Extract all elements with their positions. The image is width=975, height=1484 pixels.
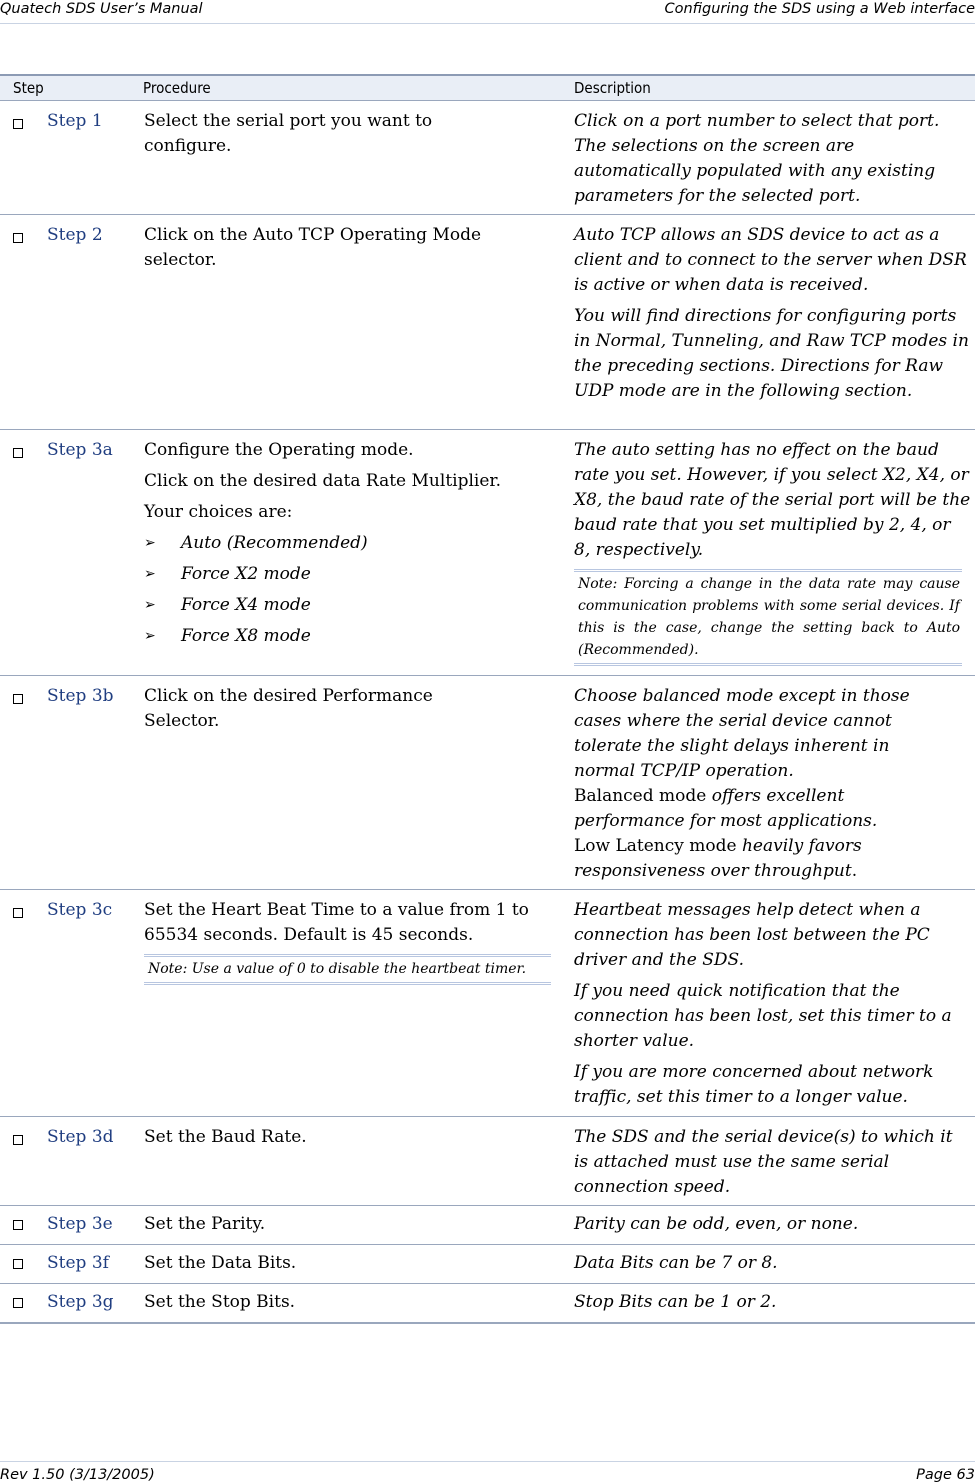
step-label: Step 3a — [47, 440, 113, 460]
description-text — [574, 1125, 959, 1206]
table-header — [0, 74, 975, 101]
table-row-step-3a — [0, 430, 975, 676]
option-label: Force X4 mode — [181, 595, 311, 615]
table-row-step-3b — [0, 676, 975, 890]
step-label: Step 3f — [47, 1253, 109, 1273]
checkbox-icon[interactable] — [13, 233, 23, 243]
balanced-mode-text: offers excellent performance for most applications. — [574, 786, 878, 831]
header-manual-title: Quatech SDS User’s Manual — [0, 1, 203, 17]
page-footer — [0, 1461, 975, 1484]
checkbox-icon[interactable] — [13, 694, 23, 704]
procedure-text — [144, 109, 504, 165]
checkbox-icon[interactable] — [13, 908, 23, 918]
page-header — [0, 0, 975, 24]
low-latency-term: Low Latency mode — [574, 836, 737, 856]
option-auto — [144, 531, 554, 556]
description-balanced — [574, 784, 954, 834]
procedure-text — [144, 684, 504, 740]
description-text — [574, 1290, 972, 1321]
procedure-line: Your choices are: — [144, 502, 293, 522]
procedure-line: Configure the Operating mode. — [144, 440, 414, 460]
checkbox-icon[interactable] — [13, 1135, 23, 1145]
procedure-line: Click on the Auto TCP Operating Mode selector. — [144, 225, 482, 270]
arrow-bullet-icon: ➢ — [144, 628, 156, 644]
step-label: Step 3g — [47, 1292, 114, 1312]
description-paragraph: If you need quick notification that the connection has been lost, set this timer to a shorter value. — [574, 981, 952, 1051]
checkbox-icon[interactable] — [13, 1298, 23, 1308]
step-label: Step 1 — [47, 111, 103, 131]
table-row-step-1 — [0, 101, 975, 215]
procedure-line: Click on the desired Performance Selector. — [144, 686, 433, 731]
option-label: Force X2 mode — [181, 564, 311, 584]
description-text — [574, 1212, 972, 1243]
description-paragraph: Parity can be odd, even, or none. — [574, 1214, 859, 1234]
column-header-procedure: Procedure — [143, 79, 211, 97]
description-paragraph: Stop Bits can be 1 or 2. — [574, 1292, 777, 1312]
procedure-text — [144, 223, 539, 279]
table-row-step-3f — [0, 1245, 975, 1284]
description-text — [574, 438, 972, 666]
description-text — [574, 1251, 972, 1282]
procedure-line: Set the Heart Beat Time to a value from 1 to 65534 seconds. Default is 45 seconds. — [144, 900, 529, 945]
option-x4 — [144, 593, 554, 618]
column-header-description: Description — [574, 79, 651, 97]
description-paragraph: The auto setting has no effect on the baud rate you set. However, if you select X2, X4, or X8, the baud rate of the serial port will be the baud rate that you set multiplied by 2, 4, or 8, respectively. — [574, 440, 971, 560]
description-text — [574, 684, 954, 884]
procedure-line: Set the Stop Bits. — [144, 1292, 296, 1312]
procedure-line: Set the Baud Rate. — [144, 1127, 307, 1147]
step-label: Step 3b — [47, 686, 114, 706]
table-row-step-3e — [0, 1206, 975, 1245]
table-row-step-3g — [0, 1284, 975, 1324]
description-paragraph: Data Bits can be 7 or 8. — [574, 1253, 778, 1273]
note-box: Note: Use a value of 0 to disable the heartbeat timer. — [144, 954, 551, 985]
low-latency-text: heavily favors responsiveness over throughput — [574, 836, 862, 881]
balanced-mode-term: Balanced mode — [574, 786, 707, 806]
option-label: Auto (Recommended) — [181, 533, 368, 553]
period: . — [851, 861, 858, 881]
arrow-bullet-icon: ➢ — [144, 535, 156, 551]
step-label: Step 3e — [47, 1214, 113, 1234]
step-label: Step 3d — [47, 1127, 114, 1147]
checkbox-icon[interactable] — [13, 119, 23, 129]
procedure-text — [144, 438, 554, 655]
note-box: Note: Forcing a change in the data rate may cause communication problems with some serial devices. If this is the case, change the setting back to Auto (Recommended). — [574, 569, 962, 666]
option-x8 — [144, 624, 554, 649]
table-row-step-3c — [0, 890, 975, 1117]
description-paragraph: The SDS and the serial device(s) to which it is attached must use the same serial connection speed. — [574, 1127, 953, 1197]
header-section-title: Configuring the SDS using a Web interface — [664, 1, 975, 17]
procedure-line: Set the Data Bits. — [144, 1253, 297, 1273]
description-text — [574, 109, 972, 215]
procedure-text — [144, 1290, 554, 1321]
checkbox-icon[interactable] — [13, 1220, 23, 1230]
arrow-bullet-icon: ➢ — [144, 566, 156, 582]
description-paragraph: You will find directions for configuring ports in Normal, Tunneling, and Raw TCP modes in the preceding sections. Directions for Raw UDP mode are in the following section. — [574, 306, 969, 401]
option-label: Force X8 mode — [181, 626, 311, 646]
procedure-line: Click on the desired data Rate Multiplier. — [144, 471, 502, 491]
procedure-text — [144, 1125, 554, 1156]
description-paragraph: Heartbeat messages help detect when a connection has been lost between the PC driver and the SDS. — [574, 900, 930, 970]
description-paragraph: If you are more concerned about network traffic, set this timer to a longer value. — [574, 1062, 934, 1107]
option-x2 — [144, 562, 554, 587]
description-text — [574, 223, 972, 410]
procedure-line: Select the serial port you want to configure. — [144, 111, 433, 156]
table-row-step-2 — [0, 215, 975, 430]
description-text — [574, 898, 972, 1116]
description-low-latency — [574, 834, 954, 884]
description-paragraph: Choose balanced mode except in those cases where the serial device cannot tolerate the slight delays inherent in normal TCP/IP operation. — [574, 686, 910, 781]
arrow-bullet-icon: ➢ — [144, 597, 156, 613]
footer-page-number: Page 63 — [916, 1467, 975, 1483]
footer-revision: Rev 1.50 (3/13/2005) — [0, 1467, 155, 1483]
checkbox-icon[interactable] — [13, 448, 23, 458]
procedure-text — [144, 898, 554, 985]
description-paragraph: Auto TCP allows an SDS device to act as a client and to connect to the server when DSR is active or when data is received. — [574, 225, 967, 295]
description-paragraph: Click on a port number to select that port. The selections on the screen are automatically populated with any existing parameters for the selected port. — [574, 111, 940, 206]
procedure-text — [144, 1212, 554, 1243]
step-label: Step 2 — [47, 225, 103, 245]
procedure-line: Set the Parity. — [144, 1214, 266, 1234]
table-row-step-3d — [0, 1117, 975, 1206]
checkbox-icon[interactable] — [13, 1259, 23, 1269]
column-header-step: Step — [13, 79, 44, 97]
step-label: Step 3c — [47, 900, 113, 920]
procedure-text — [144, 1251, 554, 1282]
